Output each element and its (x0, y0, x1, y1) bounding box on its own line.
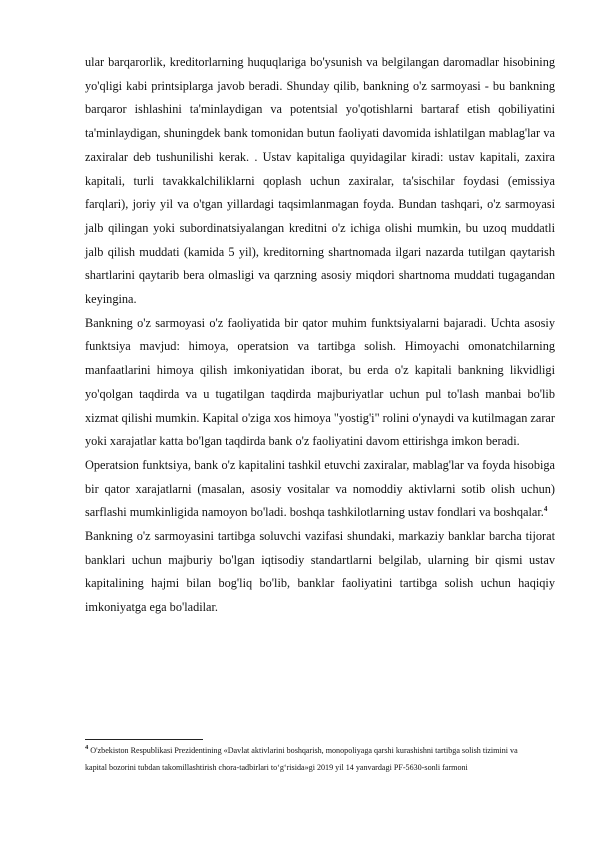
footnote-text: O'zbekiston Respublikasi Prezidentining «Davlat aktivlarini boshqarish, monopoliyaga qarshi kurashishni tartibga solish tizimini va kapital bozorini tubdan takomillashtirish chora-tadbirlari to‘g‘risida»gi 2019 yil 14 yanvardagi PF-5630-sonli farmoni (85, 746, 518, 773)
paragraph-1-text: ular barqarorlik, kreditorlarning huquqlariga bo'ysunish va belgilangan daromadlar hisobining yo'qligi kabi printsiplarga javob beradi. Shunday qilib, bankning o'z sarmoyasi - bu bankning barqaror ishlashini ta'minlaydigan va potentsial yo'qotishlarni bartaraf etish qobiliyatini ta'minlaydigan, shuningdek bank tomonidan butun faoliyati davomida ishlatilgan mablag'lar va zaxiralar deb tushunilishi kerak. . Ustav kapitaliga quyidagilar kiradi: ustav kapitali, zaxira kapitali, turli tavakkalchiliklarni qoplash uchun zaxiralar, ta'sischilar foydasi (emissiya farqlari), joriy yil va o'tgan yillardagi taqsimlanmagan foyda. Bundan tashqari, o'z sarmoyasi jalb qilingan yoki subordinatsiyalangan kreditni o'z ichiga olishi mumkin, bu uzoq muddatli jalb qilish muddati (kamida 5 yil), kreditorning shartnomada ilgari nazarda tutilgan qaytarish shartlarini qaytarib bera olmasligi va qarzning asosiy miqdori shartnoma muddati tugagandan keyingina. (85, 55, 555, 307)
footnote (85, 742, 525, 777)
paragraph-2-text: Bankning o'z sarmoyasi o'z faoliyatida bir qator muhim funktsiyalarni bajaradi. Uchta asosiy funktsiya mavjud: himoya, operatsion va tartibga solish. Himoyachi omonatchilarning manfaatlarini himoya qilish imkoniyatidan iborat, bu erda o'z kapitali bankning likvidligi yo'qolgan taqdirda va u tugatilgan taqdirda majburiyatlar uchun pul to'lash manbai bo'lib xizmat qilishi mumkin. Kapital o'ziga xos himoya "yostig'i" rolini o'ynaydi va kutilmagan zarar yoki xarajatlar katta bo'lgan taqdirda bank o'z faoliyatini davom ettirishga imkon beradi. (85, 315, 555, 449)
paragraph-2 (85, 312, 555, 454)
paragraph-3 (85, 454, 555, 525)
paragraph-3-text: Operatsion funktsiya, bank o'z kapitalini tashkil etuvchi zaxiralar, mablag'lar va foyda hisobiga bir qator xarajatlarni (masalan, asosiy vositalar va nomoddiy aktivlarni sotib olish uchun) sarflashi mumkinligida namoyon bo'ladi. boshqa tashkilotlarning ustav fondlari va boshqalar. (85, 457, 555, 520)
document-body (85, 51, 555, 620)
footnote-separator (85, 739, 203, 740)
footnote-mark: 4 (85, 744, 89, 752)
paragraph-1 (85, 51, 555, 312)
footnote-reference[interactable]: 4 (543, 505, 548, 514)
paragraph-4-text: Bankning o'z sarmoyasini tartibga soluvchi vazifasi shundaki, markaziy banklar barcha tijorat banklari uchun majburiy bo'lgan iqtisodiy standartlarni belgilab, ularning bir qismi ustav kapitalining hajmi bilan bog'liq bo'lib, banklar faoliyatini tartibga solish uchun haqiqiy imkoniyatga ega bo'ladilar. (85, 529, 555, 615)
paragraph-4 (85, 525, 555, 620)
